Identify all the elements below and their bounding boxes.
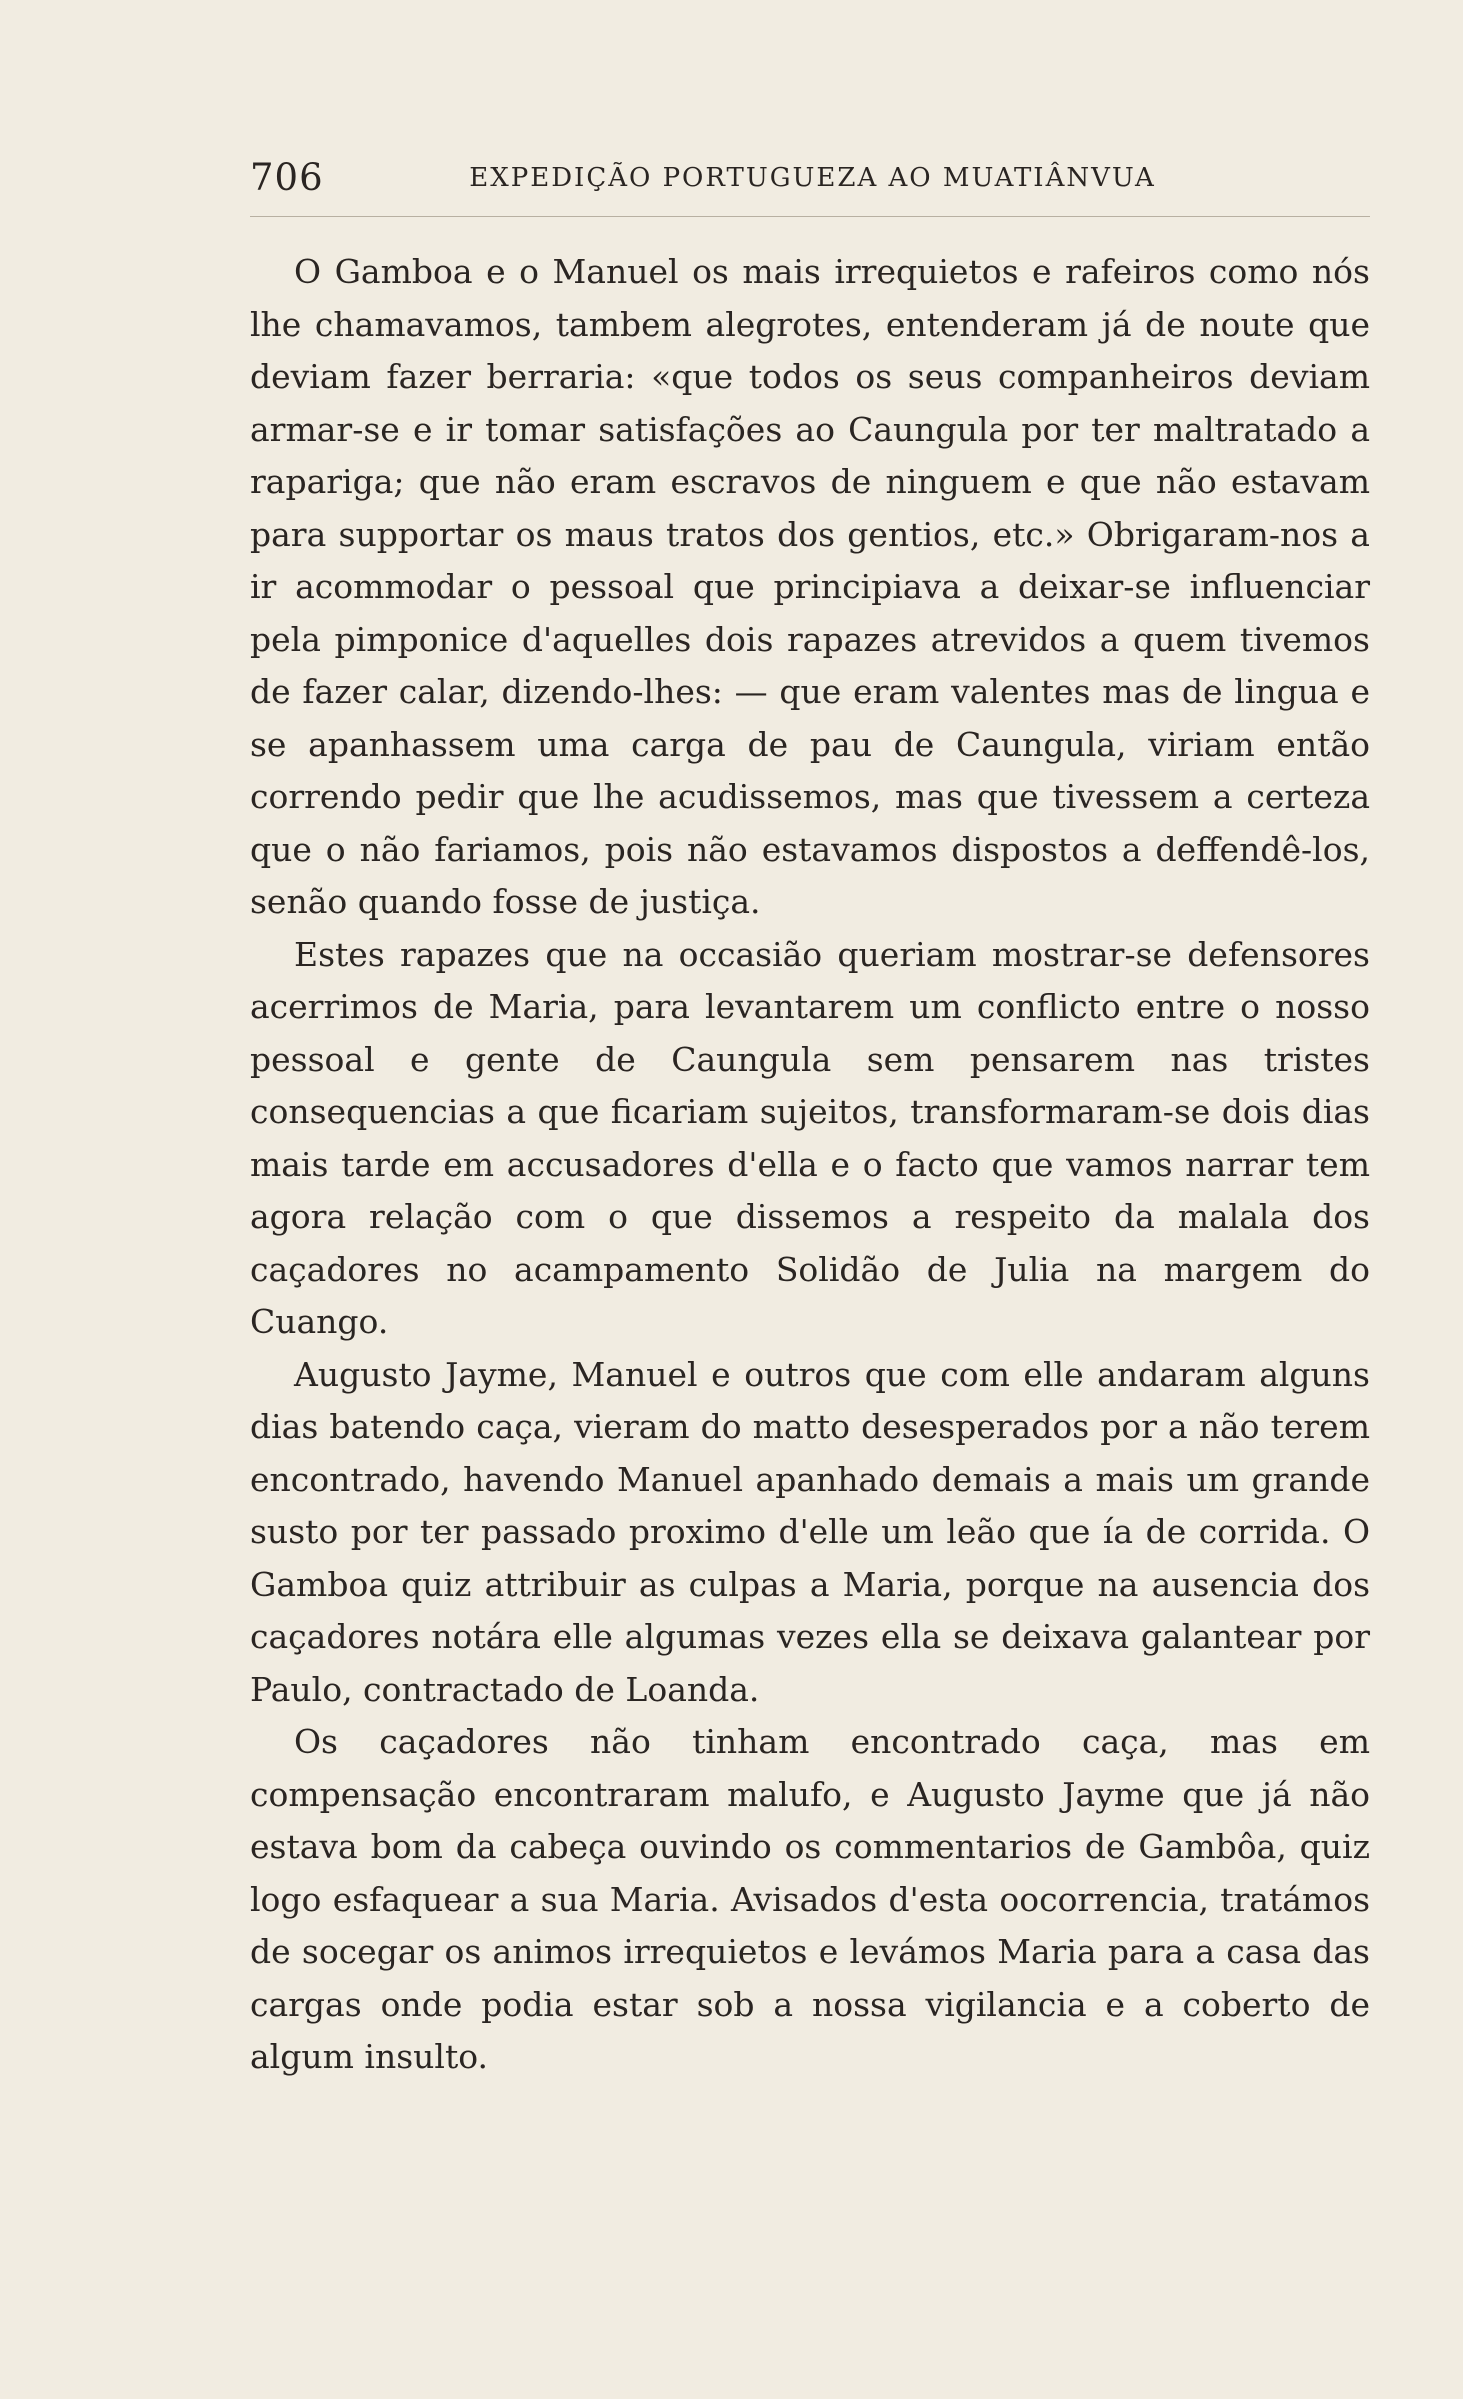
paragraph-1: O Gamboa e o Manuel os mais irrequietos e rafeiros como nós lhe chamavamos, tambem alegrotes, entenderam já de noute que deviam fazer berraria: «que todos os seus companheiros deviam armar-se e ir tomar satisfações ao Caungula por ter maltratado a rapariga; que não eram escravos de ninguem e que não estavam para supportar os maus tratos dos gentios, etc.» Obrigaram-nos a ir acommodar o pessoal que principiava a deixar-se influenciar pela pimponice d'aquelles dois rapazes atrevidos a quem tivemos de fazer calar, dizendo-lhes: — que eram valentes mas de lingua e se apanhassem uma carga de pau de Caungula, viriam então correndo pedir que lhe acudissemos, mas que tivessem a certeza que o não fariamos, pois não estavamos dispostos a deffendê-los, senão quando fosse de justiça. [250,252,1370,921]
header-rule [250,216,1370,217]
page-header [250,150,1335,206]
body-text [250,246,1370,2084]
paragraph-2: Estes rapazes que na occasião queriam mostrar-se defensores acerrimos de Maria, para levantarem um conflicto entre o nosso pessoal e gente de Caungula sem pensarem nas tristes consequencias a que ficariam sujeitos, transformaram-se dois dias mais tarde em accusadores d'ella e o facto que vamos narrar tem agora relação com o que dissemos a respeito da malala dos caçadores no acampamento Solidão de Julia na margem do Cuango. [250,934,1370,1341]
page-number: 706 [250,156,324,199]
paragraph-3: Augusto Jayme, Manuel e outros que com elle andaram alguns dias batendo caça, vieram do matto desesperados por a não terem encontrado, havendo Manuel apanhado demais a mais um grande susto por ter passado proximo d'elle um leão que ía de corrida. O Gamboa quiz attribuir as culpas a Maria, porque na ausencia dos caçadores notára elle algumas vezes ella se deixava galantear por Paulo, contractado de Loanda. [250,1354,1370,1709]
running-title: EXPEDIÇÃO PORTUGUEZA AO MUATIÂNVUA [469,163,1156,193]
paragraph-4: Os caçadores não tinham encontrado caça, mas em compensação encontraram malufo, e Augusto Jayme que já não estava bom da cabeça ouvindo os commentarios de Gambôa, quiz logo esfaquear a sua Maria. Avisados d'esta oocorrencia, tratámos de socegar os animos irrequietos e levámos Maria para a casa das cargas onde podia estar sob a nossa vigilancia e a coberto de algum insulto. [250,1722,1370,2076]
